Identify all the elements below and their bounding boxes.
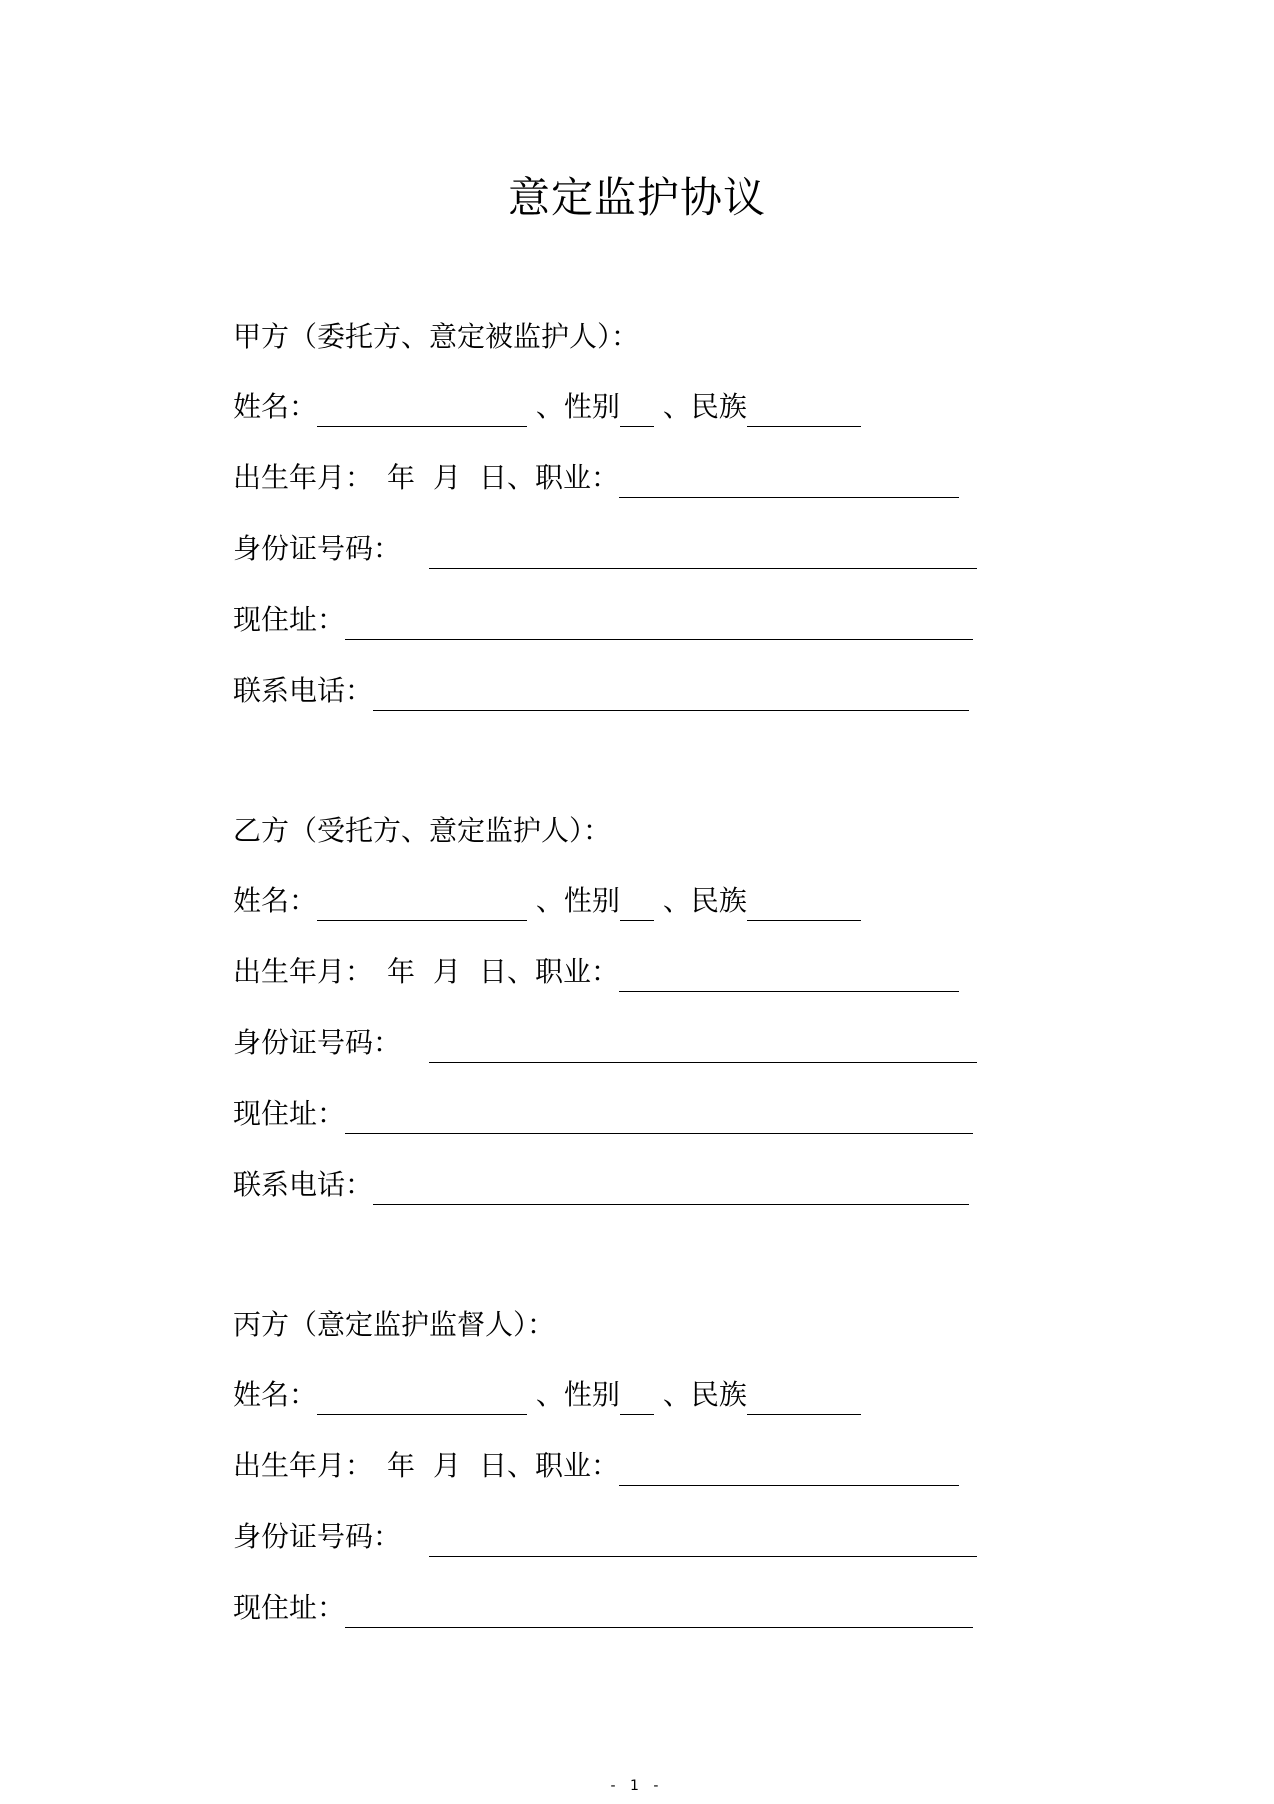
id-blank[interactable] (429, 1029, 977, 1063)
id-label: 身份证号码： (233, 1520, 402, 1553)
phone-blank[interactable] (373, 1171, 969, 1205)
birth-label: 出生年月： (233, 1449, 374, 1482)
address-blank[interactable] (345, 606, 973, 640)
ethnicity-label: 、民族 (662, 884, 747, 917)
party-b-id-row (233, 1023, 977, 1063)
gender-label: 、性别 (535, 390, 620, 423)
day-occupation-label: 日、职业： (479, 461, 620, 494)
name-label: 姓名： (233, 884, 318, 917)
party-c-heading: 丙方（意定监护监督人）： (233, 1308, 556, 1341)
birth-label: 出生年月： (233, 955, 374, 988)
occupation-blank[interactable] (619, 464, 959, 498)
party-b-birth-row (233, 952, 959, 992)
id-label: 身份证号码： (233, 532, 402, 565)
ethnicity-label: 、民族 (662, 390, 747, 423)
party-a-id-row (233, 529, 977, 569)
occupation-blank[interactable] (619, 1452, 959, 1486)
month-label: 月 (433, 461, 462, 494)
name-label: 姓名： (233, 390, 318, 423)
address-blank[interactable] (345, 1100, 973, 1134)
party-c-name-row (233, 1375, 861, 1415)
id-blank[interactable] (429, 535, 977, 569)
phone-blank[interactable] (373, 677, 969, 711)
id-blank[interactable] (429, 1523, 977, 1557)
gender-blank[interactable] (620, 393, 654, 427)
address-label: 现住址： (233, 1591, 346, 1624)
page-number: - 1 - (610, 1778, 664, 1794)
party-a-birth-row (233, 458, 959, 498)
gender-label: 、性别 (535, 884, 620, 917)
id-label: 身份证号码： (233, 1026, 402, 1059)
gender-label: 、性别 (535, 1378, 620, 1411)
party-a-heading: 甲方（委托方、意定被监护人）： (233, 320, 640, 353)
year-label: 年 (387, 1449, 416, 1482)
party-c-birth-row (233, 1446, 959, 1486)
ethnicity-blank[interactable] (747, 1381, 861, 1415)
birth-label: 出生年月： (233, 461, 374, 494)
name-label: 姓名： (233, 1378, 318, 1411)
party-c-address-row (233, 1588, 973, 1628)
year-label: 年 (387, 955, 416, 988)
phone-label: 联系电话： (233, 1168, 374, 1201)
party-b-heading: 乙方（受托方、意定监护人）： (233, 814, 612, 847)
occupation-blank[interactable] (619, 958, 959, 992)
address-label: 现住址： (233, 1097, 346, 1130)
name-blank[interactable] (317, 887, 527, 921)
ethnicity-blank[interactable] (747, 887, 861, 921)
ethnicity-label: 、民族 (662, 1378, 747, 1411)
name-blank[interactable] (317, 393, 527, 427)
phone-label: 联系电话： (233, 674, 374, 707)
party-b-address-row (233, 1094, 973, 1134)
name-blank[interactable] (317, 1381, 527, 1415)
address-blank[interactable] (345, 1594, 973, 1628)
day-occupation-label: 日、职业： (479, 955, 620, 988)
year-label: 年 (387, 461, 416, 494)
month-label: 月 (433, 955, 462, 988)
party-c-id-row (233, 1517, 977, 1557)
gender-blank[interactable] (620, 887, 654, 921)
address-label: 现住址： (233, 603, 346, 636)
party-a-phone-row (233, 671, 969, 711)
ethnicity-blank[interactable] (747, 393, 861, 427)
gender-blank[interactable] (620, 1381, 654, 1415)
month-label: 月 (433, 1449, 462, 1482)
party-a-address-row (233, 600, 973, 640)
party-b-phone-row (233, 1165, 969, 1205)
party-a-name-row (233, 387, 861, 427)
day-occupation-label: 日、职业： (479, 1449, 620, 1482)
party-b-name-row (233, 881, 861, 921)
document-title: 意定监护协议 (507, 173, 766, 222)
